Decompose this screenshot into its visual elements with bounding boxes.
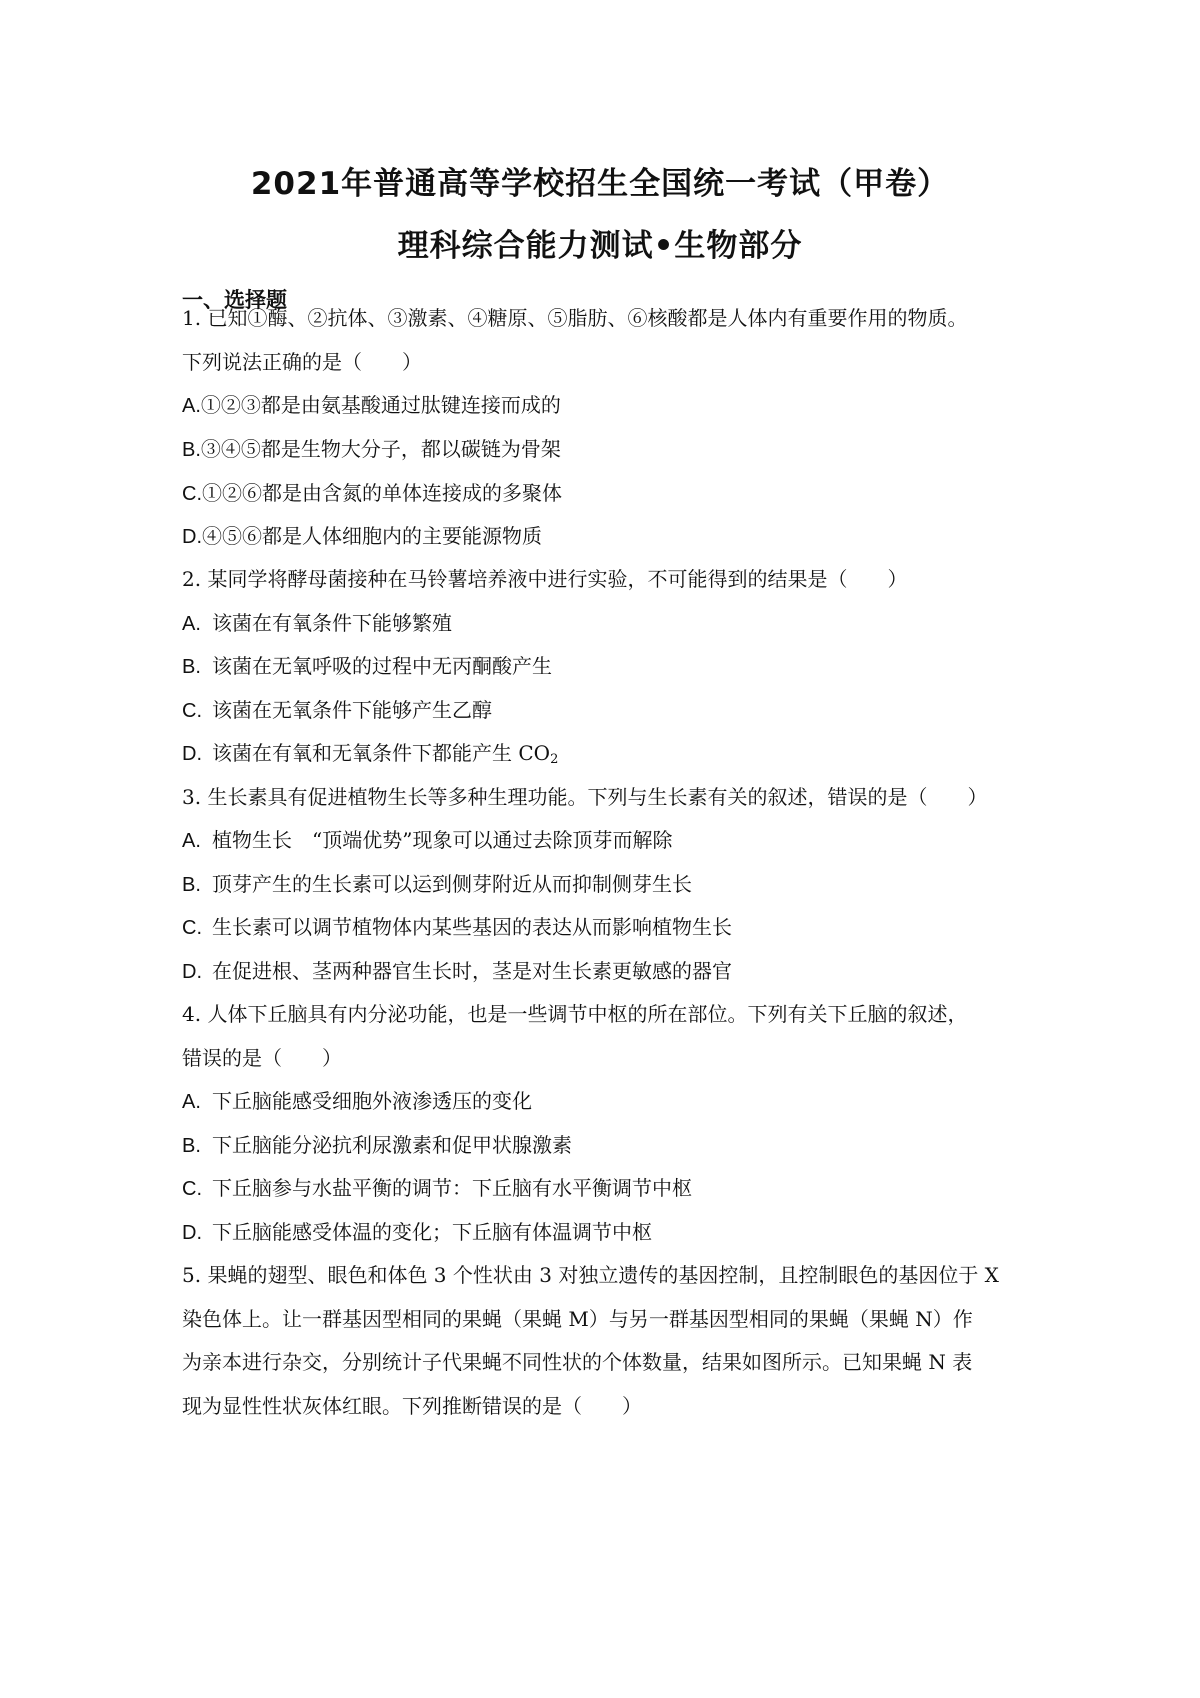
option-text: 该菌在有氧和无氧条件下都能产生 CO	[212, 741, 551, 765]
q3-option-d	[182, 958, 1022, 985]
q3-option-b	[182, 871, 1022, 898]
subscript: 2	[550, 752, 559, 767]
option-label: B.	[182, 874, 201, 896]
q3-option-c	[182, 914, 1022, 941]
option-label: C.	[182, 700, 202, 722]
option-text: 该菌在无氧条件下能够产生乙醇	[212, 698, 492, 722]
option-text: 下丘脑能感受体温的变化；下丘脑有体温调节中枢	[212, 1220, 652, 1244]
option-label: C.	[182, 1178, 202, 1200]
option-label: C.	[182, 917, 202, 939]
q1-option-d	[182, 523, 1022, 550]
q2-option-b	[182, 653, 1022, 680]
q1-option-b	[182, 436, 1022, 463]
q2-option-d	[182, 740, 1022, 773]
option-text: 顶芽产生的生长素可以运到侧芽附近从而抑制侧芽生长	[212, 872, 692, 896]
option-label: C.	[182, 483, 202, 505]
option-text: 下丘脑能感受细胞外液渗透压的变化	[212, 1089, 532, 1113]
option-text: 该菌在有氧条件下能够繁殖	[212, 611, 452, 635]
option-label: D.	[182, 1222, 202, 1244]
option-text: ①②③都是由氨基酸通过肽键连接而成的	[200, 393, 561, 417]
q4-option-a	[182, 1088, 1022, 1115]
q4-stem-line1: 4. 人体下丘脑具有内分泌功能，也是一些调节中枢的所在部位。下列有关下丘脑的叙述，	[182, 1002, 968, 1026]
option-text: 该菌在无氧呼吸的过程中无丙酮酸产生	[212, 654, 552, 678]
q2-stem-line1: 2. 某同学将酵母菌接种在马铃薯培养液中进行实验，不可能得到的结果是（ ）	[182, 567, 908, 591]
q5-stem-line2: 染色体上。让一群基因型相同的果蝇（果蝇 M）与另一群基因型相同的果蝇（果蝇 N）作	[182, 1307, 973, 1331]
exam-subtitle: 理科综合能力测试•生物部分	[397, 228, 803, 264]
option-label: A.	[182, 613, 201, 635]
q4-stem-line2: 错误的是（ ）	[182, 1046, 342, 1070]
q1-stem-line1: 1. 已知①酶、②抗体、③激素、④糖原、⑤脂肪、⑥核酸都是人体内有重要作用的物质。	[182, 306, 968, 330]
q5-stem-line4: 现为显性性状灰体红眼。下列推断错误的是（ ）	[182, 1394, 642, 1418]
q3-stem-line1: 3. 生长素具有促进植物生长等多种生理功能。下列与生长素有关的叙述，错误的是（ ）	[182, 785, 988, 809]
section-heading: 一、选择题	[182, 288, 287, 312]
q2-option-a	[182, 610, 1022, 637]
q1-stem-line2: 下列说法正确的是（ ）	[182, 350, 422, 374]
option-label: A.	[182, 830, 201, 852]
q3-option-a	[182, 827, 1022, 854]
q1-option-a	[182, 392, 1022, 419]
option-text: 下丘脑参与水盐平衡的调节：下丘脑有水平衡调节中枢	[212, 1176, 692, 1200]
q2-option-c	[182, 697, 1022, 724]
q5-stem-line1: 5. 果蝇的翅型、眼色和体色 3 个性状由 3 对独立遗传的基因控制，且控制眼色的基因位于 X	[182, 1263, 999, 1287]
option-text: 植物生长 “顶端优势”现象可以通过去除顶芽而解除	[212, 828, 673, 852]
q4-option-d	[182, 1219, 1022, 1246]
q4-option-c	[182, 1175, 1022, 1202]
q5-stem-line3: 为亲本进行杂交，分别统计子代果蝇不同性状的个体数量，结果如图所示。已知果蝇 N 表	[182, 1350, 973, 1374]
option-label: D.	[182, 526, 202, 548]
q1-option-c	[182, 480, 1022, 507]
option-text: 在促进根、茎两种器官生长时，茎是对生长素更敏感的器官	[212, 959, 732, 983]
option-label: A.	[182, 1091, 201, 1113]
option-text: ④⑤⑥都是人体细胞内的主要能源物质	[202, 524, 542, 548]
option-label: D.	[182, 743, 202, 765]
option-label: A.	[182, 395, 201, 417]
option-text: 生长素可以调节植物体内某些基因的表达从而影响植物生长	[212, 915, 732, 939]
option-label: B.	[182, 1135, 201, 1157]
option-text: ①②⑥都是由含氮的单体连接成的多聚体	[202, 481, 562, 505]
option-text: 下丘脑能分泌抗利尿激素和促甲状腺激素	[212, 1133, 572, 1157]
q4-option-b	[182, 1132, 1022, 1159]
option-text: ③④⑤都是生物大分子，都以碳链为骨架	[200, 437, 561, 461]
exam-title: 2021年普通高等学校招生全国统一考试（甲卷）	[250, 166, 950, 202]
option-label: B.	[182, 439, 201, 461]
option-label: B.	[182, 656, 201, 678]
option-label: D.	[182, 961, 202, 983]
